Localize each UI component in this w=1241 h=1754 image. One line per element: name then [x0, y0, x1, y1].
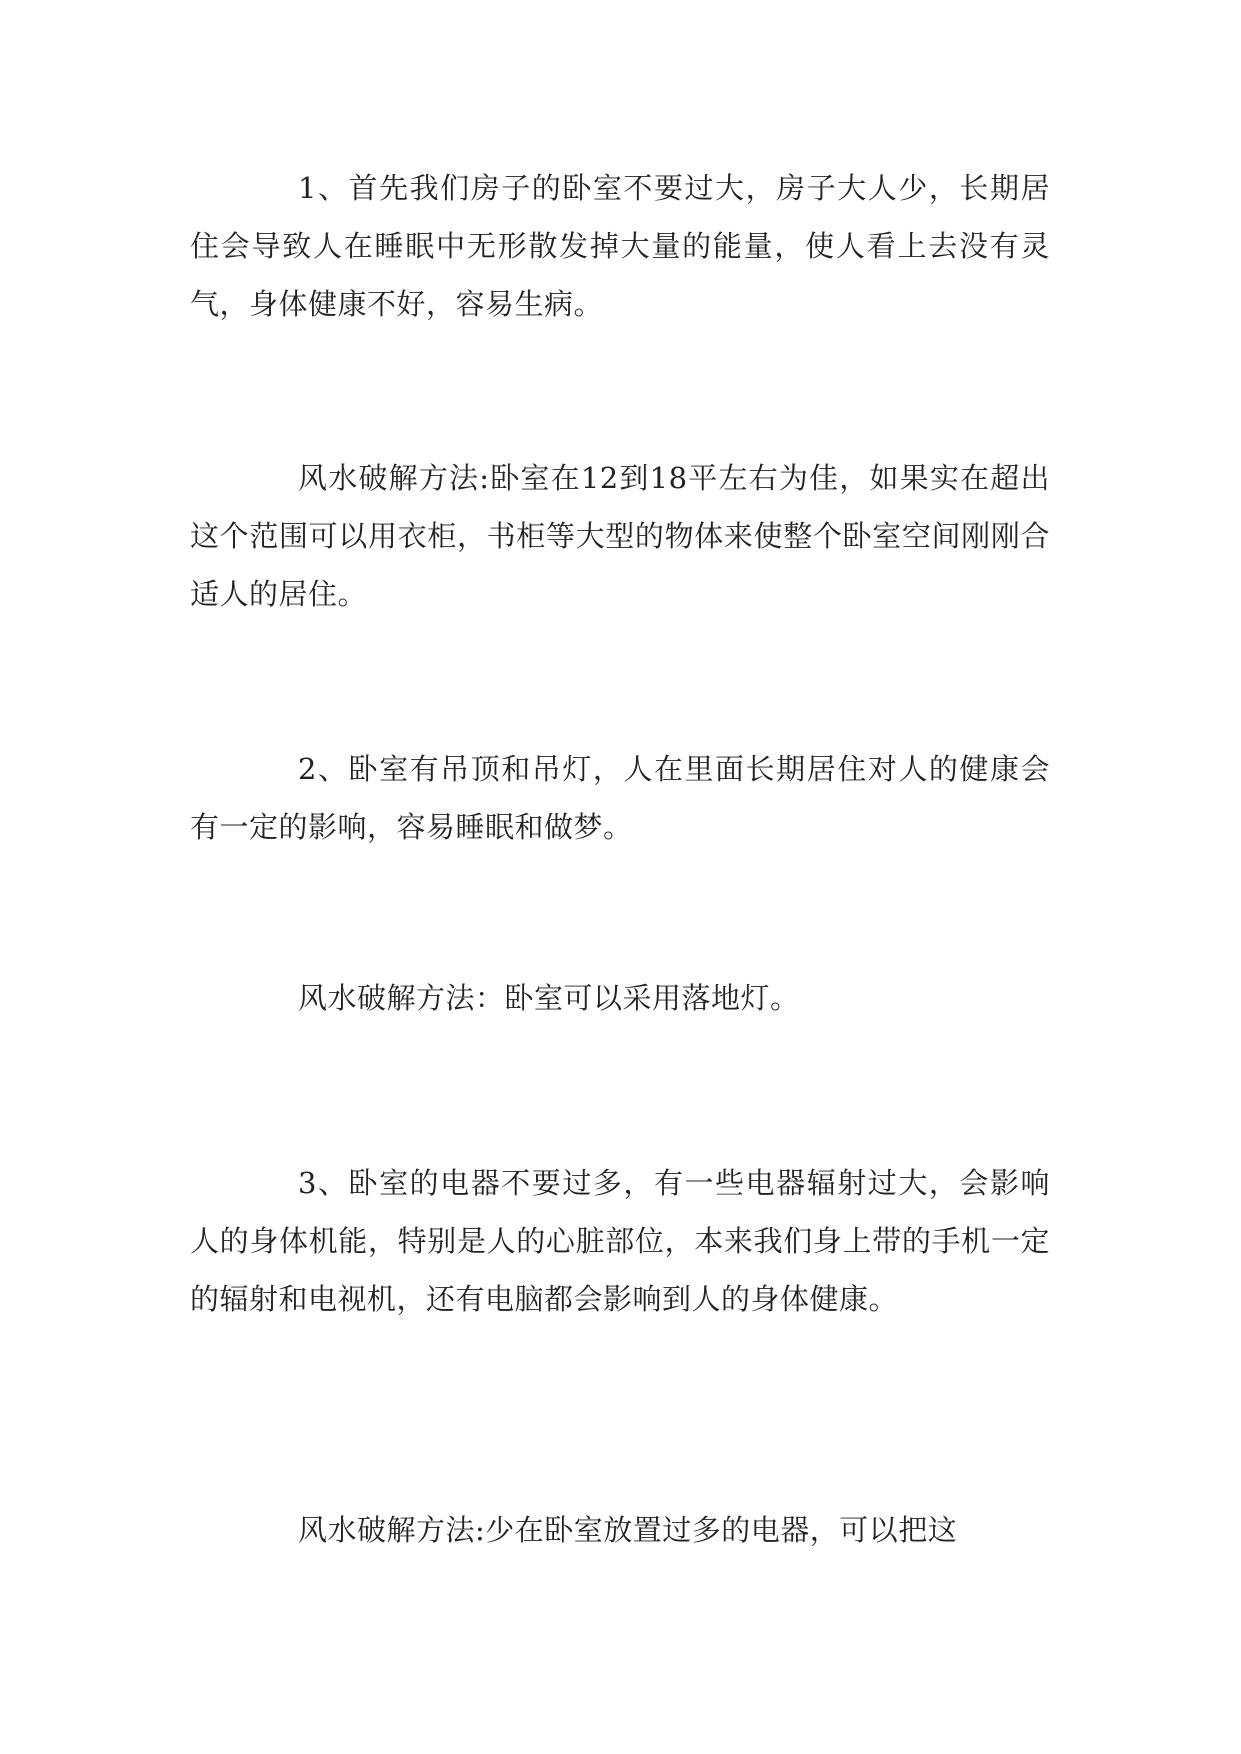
paragraph-1-bedroom-size: 1、首先我们房子的卧室不要过大，房子大人少，长期居住会导致人在睡眠中无形散发掉大量的能量，使人看上去没有灵气，身体健康不好，容易生病。	[190, 171, 1050, 321]
paragraph-6-appliances-remedy: 风水破解方法:少在卧室放置过多的电器，可以把这	[298, 1513, 958, 1547]
paragraph-5-appliances: 3、卧室的电器不要过多，有一些电器辐射过大，会影响人的身体机能，特别是人的心脏部位，本来我们身上带的手机一定的辐射和电视机，还有电脑都会影响到人的身体健康。	[190, 1166, 1050, 1316]
paragraph-4-lamp-remedy: 风水破解方法：卧室可以采用落地灯。	[298, 981, 800, 1015]
paragraph-3-ceiling-lamp: 2、卧室有吊顶和吊灯，人在里面长期居住对人的健康会有一定的影响，容易睡眠和做梦。	[190, 752, 1050, 844]
paragraph-2-size-remedy: 风水破解方法:卧室在12到18平左右为佳，如果实在超出这个范围可以用衣柜，书柜等大型的物体来使整个卧室空间刚刚合适人的居住。	[190, 461, 1050, 611]
